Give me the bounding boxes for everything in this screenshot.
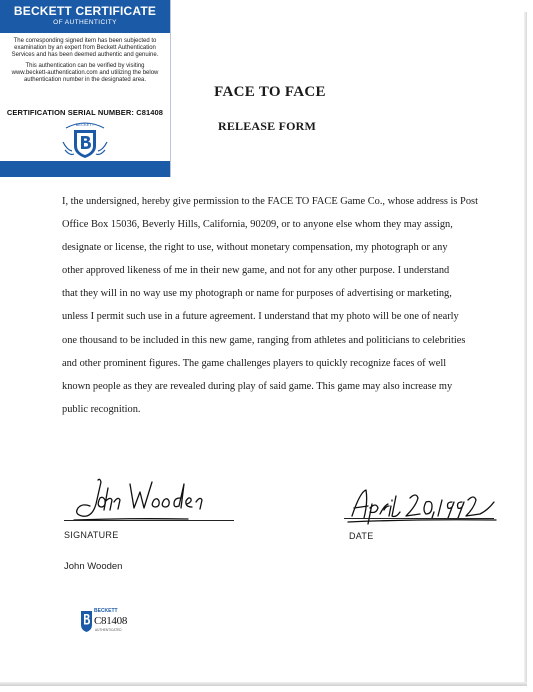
body-line: and other prominent figures. The game challenges players to quickly recognize faces of well: [62, 357, 447, 369]
certificate-paragraph-2: This authentication can be verified by visiting www.beckett-authentication.com and utilizing the below authentication number in the designated area.: [11, 62, 159, 84]
certificate-paragraph-1: The corresponding signed item has been subjected to examination by an expert from Beckett Authentication Services and has been deemed authentic and genuine.: [11, 38, 159, 59]
body-line: unless I permit such use in a future agreement. I understand that my photo will be one of nearly: [62, 311, 459, 323]
beckett-seal-icon: [60, 120, 110, 162]
page-edge-shadow-right: [524, 12, 527, 684]
printed-name: John Wooden: [64, 561, 123, 572]
body-line: designate or license, the right to use, without monetary compensation, my photograph or any: [62, 242, 448, 254]
body-line: that they will in no way use my photograph or name for purposes of advertising or marketing,: [62, 288, 452, 300]
body-line: known people as they are revealed during play of said game. This game may also increase my: [62, 380, 453, 392]
page-edge-shadow-bottom: [0, 682, 527, 686]
sticker-serial: C81408: [94, 615, 128, 627]
release-form-body: [62, 190, 502, 421]
certificate-header: [0, 0, 170, 33]
sticker-brand: BECKETT: [94, 608, 118, 614]
date-label: DATE: [349, 531, 374, 541]
body-line: other approved likeness of me in their new game, and not for any other purpose. I understand: [62, 265, 450, 277]
body-line: public recognition.: [62, 403, 141, 415]
date-line: [344, 518, 494, 519]
beckett-certificate: [0, 0, 171, 177]
signature-line: [64, 520, 234, 521]
certificate-body: [8, 38, 162, 87]
handwritten-date: [346, 488, 502, 526]
certificate-serial-number: C81408: [136, 108, 164, 117]
certificate-serial: [4, 108, 166, 117]
document-subtitle: RELEASE FORM: [217, 119, 317, 133]
document-title: FACE TO FACE: [214, 84, 326, 100]
seal-text: BECKETT: [75, 122, 95, 127]
certificate-serial-label: CERTIFICATION SERIAL NUMBER:: [6, 108, 135, 117]
body-line: I, the undersigned, hereby give permission to the FACE TO FACE Game Co., whose address is Post: [62, 196, 478, 207]
signature-label: SIGNATURE: [64, 530, 119, 540]
certificate-footer-band: [0, 161, 170, 177]
handwritten-signature: [70, 474, 230, 524]
certificate-title: BECKETT CERTIFICATE: [13, 4, 157, 18]
sticker-tagline: AUTHENTICATED: [95, 628, 122, 632]
body-line: one thousand to be included in this new game, ranging from athletes and politicians to celebrities: [62, 334, 466, 346]
certificate-subtitle: OF AUTHENTICITY: [53, 19, 117, 26]
body-line: Office Box 15036, Beverly Hills, California, 90209, or to anyone else whom they may assign,: [62, 219, 453, 231]
beckett-logo-icon: [80, 609, 93, 633]
beckett-serial-sticker: [80, 607, 132, 637]
